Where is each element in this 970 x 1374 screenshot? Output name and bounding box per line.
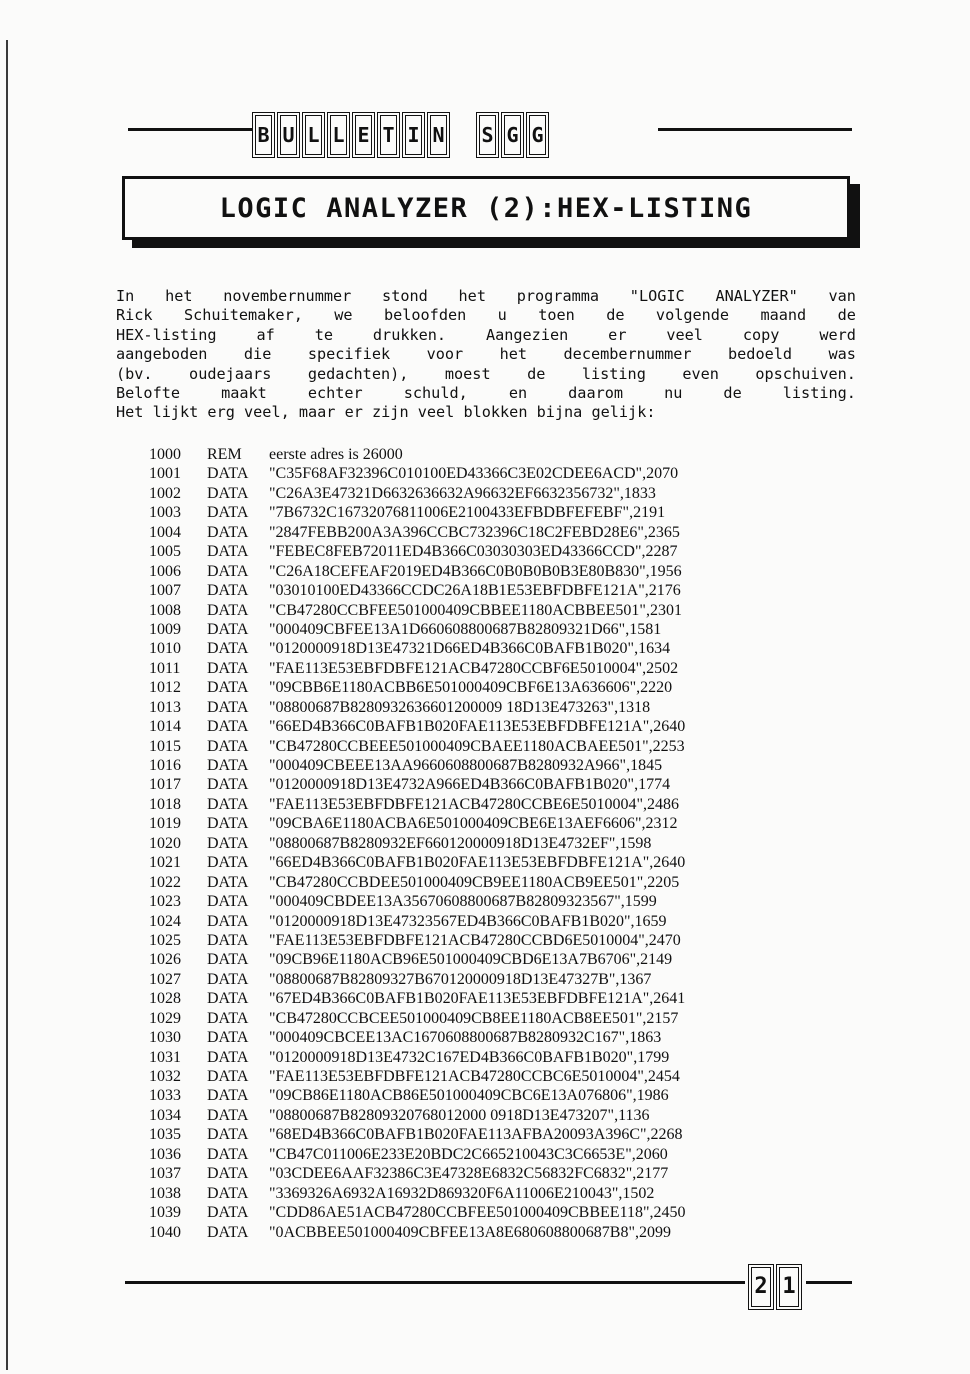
line-number: 1034: [149, 1106, 181, 1124]
line-number: 1017: [149, 776, 181, 794]
line-number: 1022: [149, 873, 181, 891]
intro-word: ANALYZER": [715, 287, 798, 305]
statement-keyword: DATA: [207, 1087, 249, 1105]
masthead-word-sgg: [476, 112, 549, 158]
statement-keyword: DATA: [207, 757, 249, 774]
statement-keyword: DATA: [207, 698, 249, 716]
statement-keyword: DATA: [207, 1048, 249, 1066]
statement-keyword: DATA: [207, 854, 249, 872]
line-number: 1037: [149, 1165, 181, 1183]
line-number: 1016: [149, 757, 181, 774]
statement-keyword: DATA: [207, 795, 249, 813]
statement-content: "0120000918D13E4732A966ED4B366C0BAFB1B020",1774: [269, 776, 671, 794]
title-box: [122, 176, 850, 240]
intro-line: [116, 365, 856, 384]
statement-keyword: DATA: [207, 776, 249, 794]
intro-word: (bv.: [116, 364, 153, 383]
statement-keyword: DATA: [207, 1223, 249, 1241]
statement-keyword: DATA: [207, 679, 249, 697]
statement-content: "09CB86E1180ACB86E501000409CBC6E13A076806",1986: [269, 1087, 669, 1105]
masthead-letter: G: [501, 112, 524, 158]
intro-word: toen: [538, 306, 575, 325]
masthead-letter: B: [252, 112, 275, 158]
intro-word: de: [606, 306, 625, 325]
intro-word: te: [314, 325, 333, 344]
hex-listing: [149, 445, 686, 1242]
page-number-digit: 2: [748, 1264, 774, 1310]
statement-content: "FAE113E53EBFDBFE121ACB47280CCBD6E5010004",2470: [269, 931, 681, 949]
line-number: 1026: [149, 951, 181, 969]
masthead-letter: N: [427, 112, 450, 158]
line-number: 1012: [149, 679, 181, 697]
line-number: 1013: [149, 698, 181, 716]
listing-row: [149, 853, 686, 872]
footer-rule-right: [806, 1281, 852, 1284]
intro-word: maand: [760, 306, 807, 325]
listing-row: [149, 756, 686, 775]
line-number: 1007: [149, 582, 181, 600]
line-number: 1009: [149, 620, 181, 638]
footer-rule-left: [125, 1281, 745, 1284]
intro-word: het: [499, 345, 528, 364]
statement-content: "000409CBEEE13AA9660608800687B8280932A966",1845: [269, 757, 663, 774]
statement-keyword: DATA: [207, 970, 249, 988]
intro-word: de: [723, 383, 742, 402]
intro-word: de: [837, 306, 856, 325]
intro-line: [116, 403, 856, 422]
intro-word: voor: [426, 345, 464, 364]
line-number: 1005: [149, 543, 181, 561]
statement-keyword: DATA: [207, 931, 249, 949]
listing-row: [149, 1223, 686, 1242]
intro-word: gedachten),: [307, 364, 409, 383]
line-number: 1027: [149, 970, 181, 988]
line-number: 1015: [149, 737, 181, 755]
line-number: 1003: [149, 504, 181, 522]
statement-keyword: DATA: [207, 640, 249, 658]
intro-word: die: [243, 345, 272, 364]
intro-word: oudejaars: [189, 364, 272, 383]
listing-row: [149, 1048, 686, 1067]
line-number: 1004: [149, 523, 181, 541]
line-number: 1021: [149, 854, 181, 872]
intro-word: moest: [444, 364, 491, 383]
line-number: 1031: [149, 1048, 181, 1066]
intro-word: listing: [581, 364, 646, 383]
intro-line: [116, 326, 856, 345]
statement-keyword: DATA: [207, 484, 249, 502]
listing-row: [149, 912, 686, 931]
statement-keyword: DATA: [207, 990, 249, 1008]
listing-row: [149, 464, 686, 483]
intro-word: programma: [516, 287, 600, 305]
statement-content: "66ED4B366C0BAFB1B020FAE113E53EBFDBFE121A",2640: [269, 718, 686, 736]
statement-keyword: DATA: [207, 1145, 249, 1163]
statement-content: "08800687B82809320768012000 0918D13E473207",1136: [269, 1106, 650, 1124]
intro-word: nu: [664, 383, 683, 402]
intro-word: copy: [742, 325, 780, 344]
line-number: 1035: [149, 1126, 181, 1144]
intro-word: "LOGIC: [629, 287, 685, 305]
statement-content: "2847FEBB200A3A396CCBC732396C18C2FEBD28E6",2365: [269, 523, 680, 541]
statement-content: eerste adres is 26000: [269, 446, 403, 463]
statement-keyword: DATA: [207, 1068, 249, 1085]
listing-row: [149, 698, 686, 717]
intro-line: [116, 384, 856, 403]
statement-content: "FAE113E53EBFDBFE121ACB47280CCBE6E5010004",2486: [269, 795, 679, 813]
statement-content: "FAE113E53EBFDBFE121ACB47280CCBF6E5010004",2502: [269, 659, 679, 677]
intro-word: we: [334, 306, 353, 325]
line-number: 1001: [149, 465, 181, 483]
masthead-letter: S: [476, 112, 499, 158]
statement-keyword: DATA: [207, 834, 249, 852]
listing-row: [149, 1086, 686, 1105]
statement-content: "0120000918D13E47321D66ED4B366C0BAFB1B020",1634: [269, 640, 671, 658]
statement-content: "FEBEC8FEB72011ED4B366C03030303ED43366CCD",2287: [269, 543, 678, 561]
intro-word: novembernummer: [223, 287, 352, 305]
listing-row: [149, 873, 686, 892]
line-number: 1000: [149, 446, 181, 463]
statement-keyword: DATA: [207, 504, 249, 522]
listing-row: [149, 775, 686, 794]
intro-word: drukken.: [372, 325, 447, 344]
masthead-letter: L: [327, 112, 350, 158]
listing-row: [149, 1203, 686, 1222]
statement-content: "09CBA6E1180ACBA6E501000409CBE6E13AEF6606",2312: [269, 815, 678, 833]
intro-word: Schuitemaker,: [183, 306, 303, 325]
line-number: 1033: [149, 1087, 181, 1105]
statement-keyword: DATA: [207, 1184, 249, 1202]
intro-line: [116, 306, 856, 325]
statement-content: "03CDEE6AAF32386C3E47328E6832C56832FC6832",2177: [269, 1165, 669, 1183]
listing-row: [149, 737, 686, 756]
statement-content: "CB47C011006E233E20BDC2C665210043C3C6653E",2060: [269, 1145, 668, 1163]
statement-keyword: DATA: [207, 1009, 249, 1027]
intro-word: werd: [819, 325, 856, 344]
line-number: 1032: [149, 1068, 181, 1085]
masthead-rule-right: [658, 128, 852, 131]
intro-word: listing.: [782, 383, 856, 402]
listing-row: [149, 503, 686, 522]
listing-row: [149, 1164, 686, 1183]
intro-word: echter: [307, 383, 363, 402]
statement-content: "C26A3E47321D6632636632A96632EF6632356732",1833: [269, 484, 656, 502]
intro-word: aangeboden: [116, 345, 208, 364]
line-number: 1038: [149, 1184, 181, 1202]
masthead-rule-left: [128, 128, 256, 131]
statement-keyword: DATA: [207, 1165, 249, 1183]
line-number: 1014: [149, 718, 181, 736]
bulletin-masthead: [252, 112, 549, 158]
intro-word: Rick: [116, 306, 153, 325]
listing-row: [149, 1184, 686, 1203]
intro-line: [116, 287, 856, 306]
listing-row: [149, 1028, 686, 1047]
line-number: 1019: [149, 815, 181, 833]
statement-content: "CB47280CCBFEE501000409CBBEE1180ACBBEE501",2301: [269, 601, 682, 619]
statement-keyword: DATA: [207, 659, 249, 677]
statement-keyword: DATA: [207, 465, 249, 483]
line-number: 1040: [149, 1223, 181, 1241]
statement-content: "CDD86AE51ACB47280CCBFEE501000409CBBEE118",2450: [269, 1204, 686, 1222]
intro-word: Het lijkt erg veel, maar er zijn veel blokken bijna gelijk:: [116, 403, 656, 422]
line-number: 1002: [149, 484, 181, 502]
statement-content: "CB47280CCBDEE501000409CB9EE1180ACB9EE501",2205: [269, 873, 680, 891]
statement-content: "03010100ED43366CCDC26A18B1E53EBFDBFE121A",2176: [269, 582, 681, 600]
listing-row: [149, 1106, 686, 1125]
statement-keyword: DATA: [207, 893, 249, 911]
statement-keyword: DATA: [207, 737, 249, 755]
listing-row: [149, 970, 686, 989]
listing-row: [149, 892, 686, 911]
statement-content: "08800687B8280932636601200009 18D13E473263",1318: [269, 698, 651, 716]
listing-row: [149, 484, 686, 503]
page-number: [748, 1264, 802, 1310]
statement-keyword: DATA: [207, 523, 249, 541]
listing-row: [149, 950, 686, 969]
line-number: 1024: [149, 912, 181, 930]
intro-word: volgende: [655, 306, 730, 325]
intro-word: was: [828, 345, 856, 364]
listing-row: [149, 601, 686, 620]
listing-row: [149, 1067, 686, 1086]
listing-row: [149, 1125, 686, 1144]
statement-content: "09CBB6E1180ACBB6E501000409CBF6E13A636606",2220: [269, 679, 673, 697]
statement-content: "7B6732C16732076811006E2100433EFBDBFEFEBF",2191: [269, 504, 666, 522]
listing-row: [149, 717, 686, 736]
line-number: 1023: [149, 893, 181, 911]
article-title: LOGIC ANALYZER (2):HEX-LISTING: [219, 192, 753, 224]
listing-row: [149, 834, 686, 853]
statement-content: "CB47280CCBCEE501000409CB8EE1180ACB8EE501",2157: [269, 1009, 679, 1027]
listing-row: [149, 1145, 686, 1164]
intro-paragraph: [116, 287, 856, 423]
statement-keyword: DATA: [207, 912, 249, 930]
statement-keyword: DATA: [207, 601, 249, 619]
statement-content: "000409CBFEE13A1D660608800687B82809321D66",1581: [269, 620, 662, 638]
intro-word: opschuiven.: [755, 364, 856, 383]
line-number: 1025: [149, 931, 181, 949]
listing-row: [149, 523, 686, 542]
line-number: 1020: [149, 834, 181, 852]
statement-content: "0120000918D13E47323567ED4B366C0BAFB1B020",1659: [269, 912, 667, 930]
page-number-digit: 1: [776, 1264, 802, 1310]
masthead-letter: T: [377, 112, 400, 158]
statement-content: "3369326A6932A16932D869320F6A11006E210043",1502: [269, 1184, 655, 1202]
line-number: 1039: [149, 1204, 181, 1222]
statement-keyword: REM: [207, 446, 242, 463]
statement-keyword: DATA: [207, 582, 249, 600]
masthead-letter: L: [302, 112, 325, 158]
statement-content: "FAE113E53EBFDBFE121ACB47280CCBC6E5010004",2454: [269, 1068, 680, 1085]
intro-word: er: [608, 325, 627, 344]
listing-row: [149, 659, 686, 678]
statement-keyword: DATA: [207, 562, 249, 580]
line-number: 1006: [149, 562, 181, 580]
intro-word: van: [828, 287, 856, 305]
intro-word: het: [165, 287, 193, 305]
statement-content: "68ED4B366C0BAFB1B020FAE113AFBA20093A396C",2268: [269, 1126, 683, 1144]
intro-word: decembernummer: [563, 345, 692, 364]
intro-word: Belofte: [116, 383, 181, 402]
statement-keyword: DATA: [207, 620, 249, 638]
statement-content: "CB47280CCBEEE501000409CBAEE1180ACBAEE501",2253: [269, 737, 685, 755]
listing-row: [149, 678, 686, 697]
line-number: 1036: [149, 1145, 181, 1163]
statement-keyword: DATA: [207, 1106, 249, 1124]
listing-row: [149, 581, 686, 600]
statement-content: "09CB96E1180ACB96E501000409CBD6E13A7B6706",2149: [269, 951, 673, 969]
intro-word: stond: [382, 287, 428, 305]
intro-line: [116, 345, 856, 364]
intro-word: schuld,: [403, 383, 468, 402]
masthead-letter: E: [352, 112, 375, 158]
line-number: 1028: [149, 990, 181, 1008]
statement-content: "0120000918D13E4732C167ED4B366C0BAFB1B020",1799: [269, 1048, 670, 1066]
statement-content: "000409CBDEE13A35670608800687B82809323567",1599: [269, 893, 657, 911]
intro-word: beloofden: [383, 306, 467, 325]
statement-content: "C26A18CEFEAF2019ED4B366C0B0B0B0B3E80B830",1956: [269, 562, 682, 580]
left-margin-line: [6, 40, 8, 1370]
intro-word: In: [116, 287, 135, 305]
statement-content: "08800687B82809327B670120000918D13E47327B",1367: [269, 970, 652, 988]
statement-keyword: DATA: [207, 1204, 249, 1222]
line-number: 1010: [149, 640, 181, 658]
intro-word: af: [256, 325, 275, 344]
statement-keyword: DATA: [207, 1126, 249, 1144]
statement-keyword: DATA: [207, 815, 249, 833]
listing-row: [149, 620, 686, 639]
statement-content: "000409CBCEE13AC1670608800687B8280932C167",1863: [269, 1029, 662, 1047]
statement-keyword: DATA: [207, 873, 249, 891]
intro-word: het: [458, 287, 486, 305]
line-number: 1030: [149, 1029, 181, 1047]
intro-word: veel: [666, 325, 703, 344]
statement-keyword: DATA: [207, 1029, 249, 1047]
intro-word: en: [508, 383, 528, 402]
intro-word: u: [497, 306, 507, 325]
intro-word: de: [527, 364, 546, 383]
listing-row: [149, 814, 686, 833]
masthead-word-bulletin: [252, 112, 450, 158]
masthead-letter: U: [277, 112, 300, 158]
listing-row: [149, 562, 686, 581]
intro-word: bedoeld: [728, 345, 793, 364]
listing-row: [149, 542, 686, 561]
statement-content: "C35F68AF32396C010100ED43366C3E02CDEE6ACD",2070: [269, 465, 679, 483]
intro-word: HEX-listing: [116, 325, 217, 344]
statement-content: "66ED4B366C0BAFB1B020FAE113E53EBFDBFE121A",2640: [269, 854, 686, 872]
masthead-letter: G: [526, 112, 549, 158]
intro-word: Aangezien: [485, 325, 569, 344]
line-number: 1011: [149, 659, 181, 677]
intro-word: even: [682, 364, 719, 383]
listing-row: [149, 445, 686, 464]
listing-row: [149, 639, 686, 658]
statement-keyword: DATA: [207, 718, 249, 736]
masthead-letter: I: [402, 112, 425, 158]
statement-content: "67ED4B366C0BAFB1B020FAE113E53EBFDBFE121A",2641: [269, 990, 686, 1008]
line-number: 1008: [149, 601, 181, 619]
line-number: 1029: [149, 1009, 181, 1027]
statement-keyword: DATA: [207, 543, 249, 561]
listing-row: [149, 931, 686, 950]
statement-keyword: DATA: [207, 951, 249, 969]
intro-word: daarom: [568, 383, 624, 402]
listing-row: [149, 795, 686, 814]
statement-content: "08800687B8280932EF660120000918D13E4732EF",1598: [269, 834, 652, 852]
statement-content: "0ACBBEE501000409CBFEE13A8E680608800687B8",2099: [269, 1223, 671, 1241]
listing-row: [149, 1009, 686, 1028]
intro-word: maakt: [221, 383, 267, 402]
line-number: 1018: [149, 795, 181, 813]
listing-row: [149, 989, 686, 1008]
intro-word: specifiek: [307, 345, 391, 364]
